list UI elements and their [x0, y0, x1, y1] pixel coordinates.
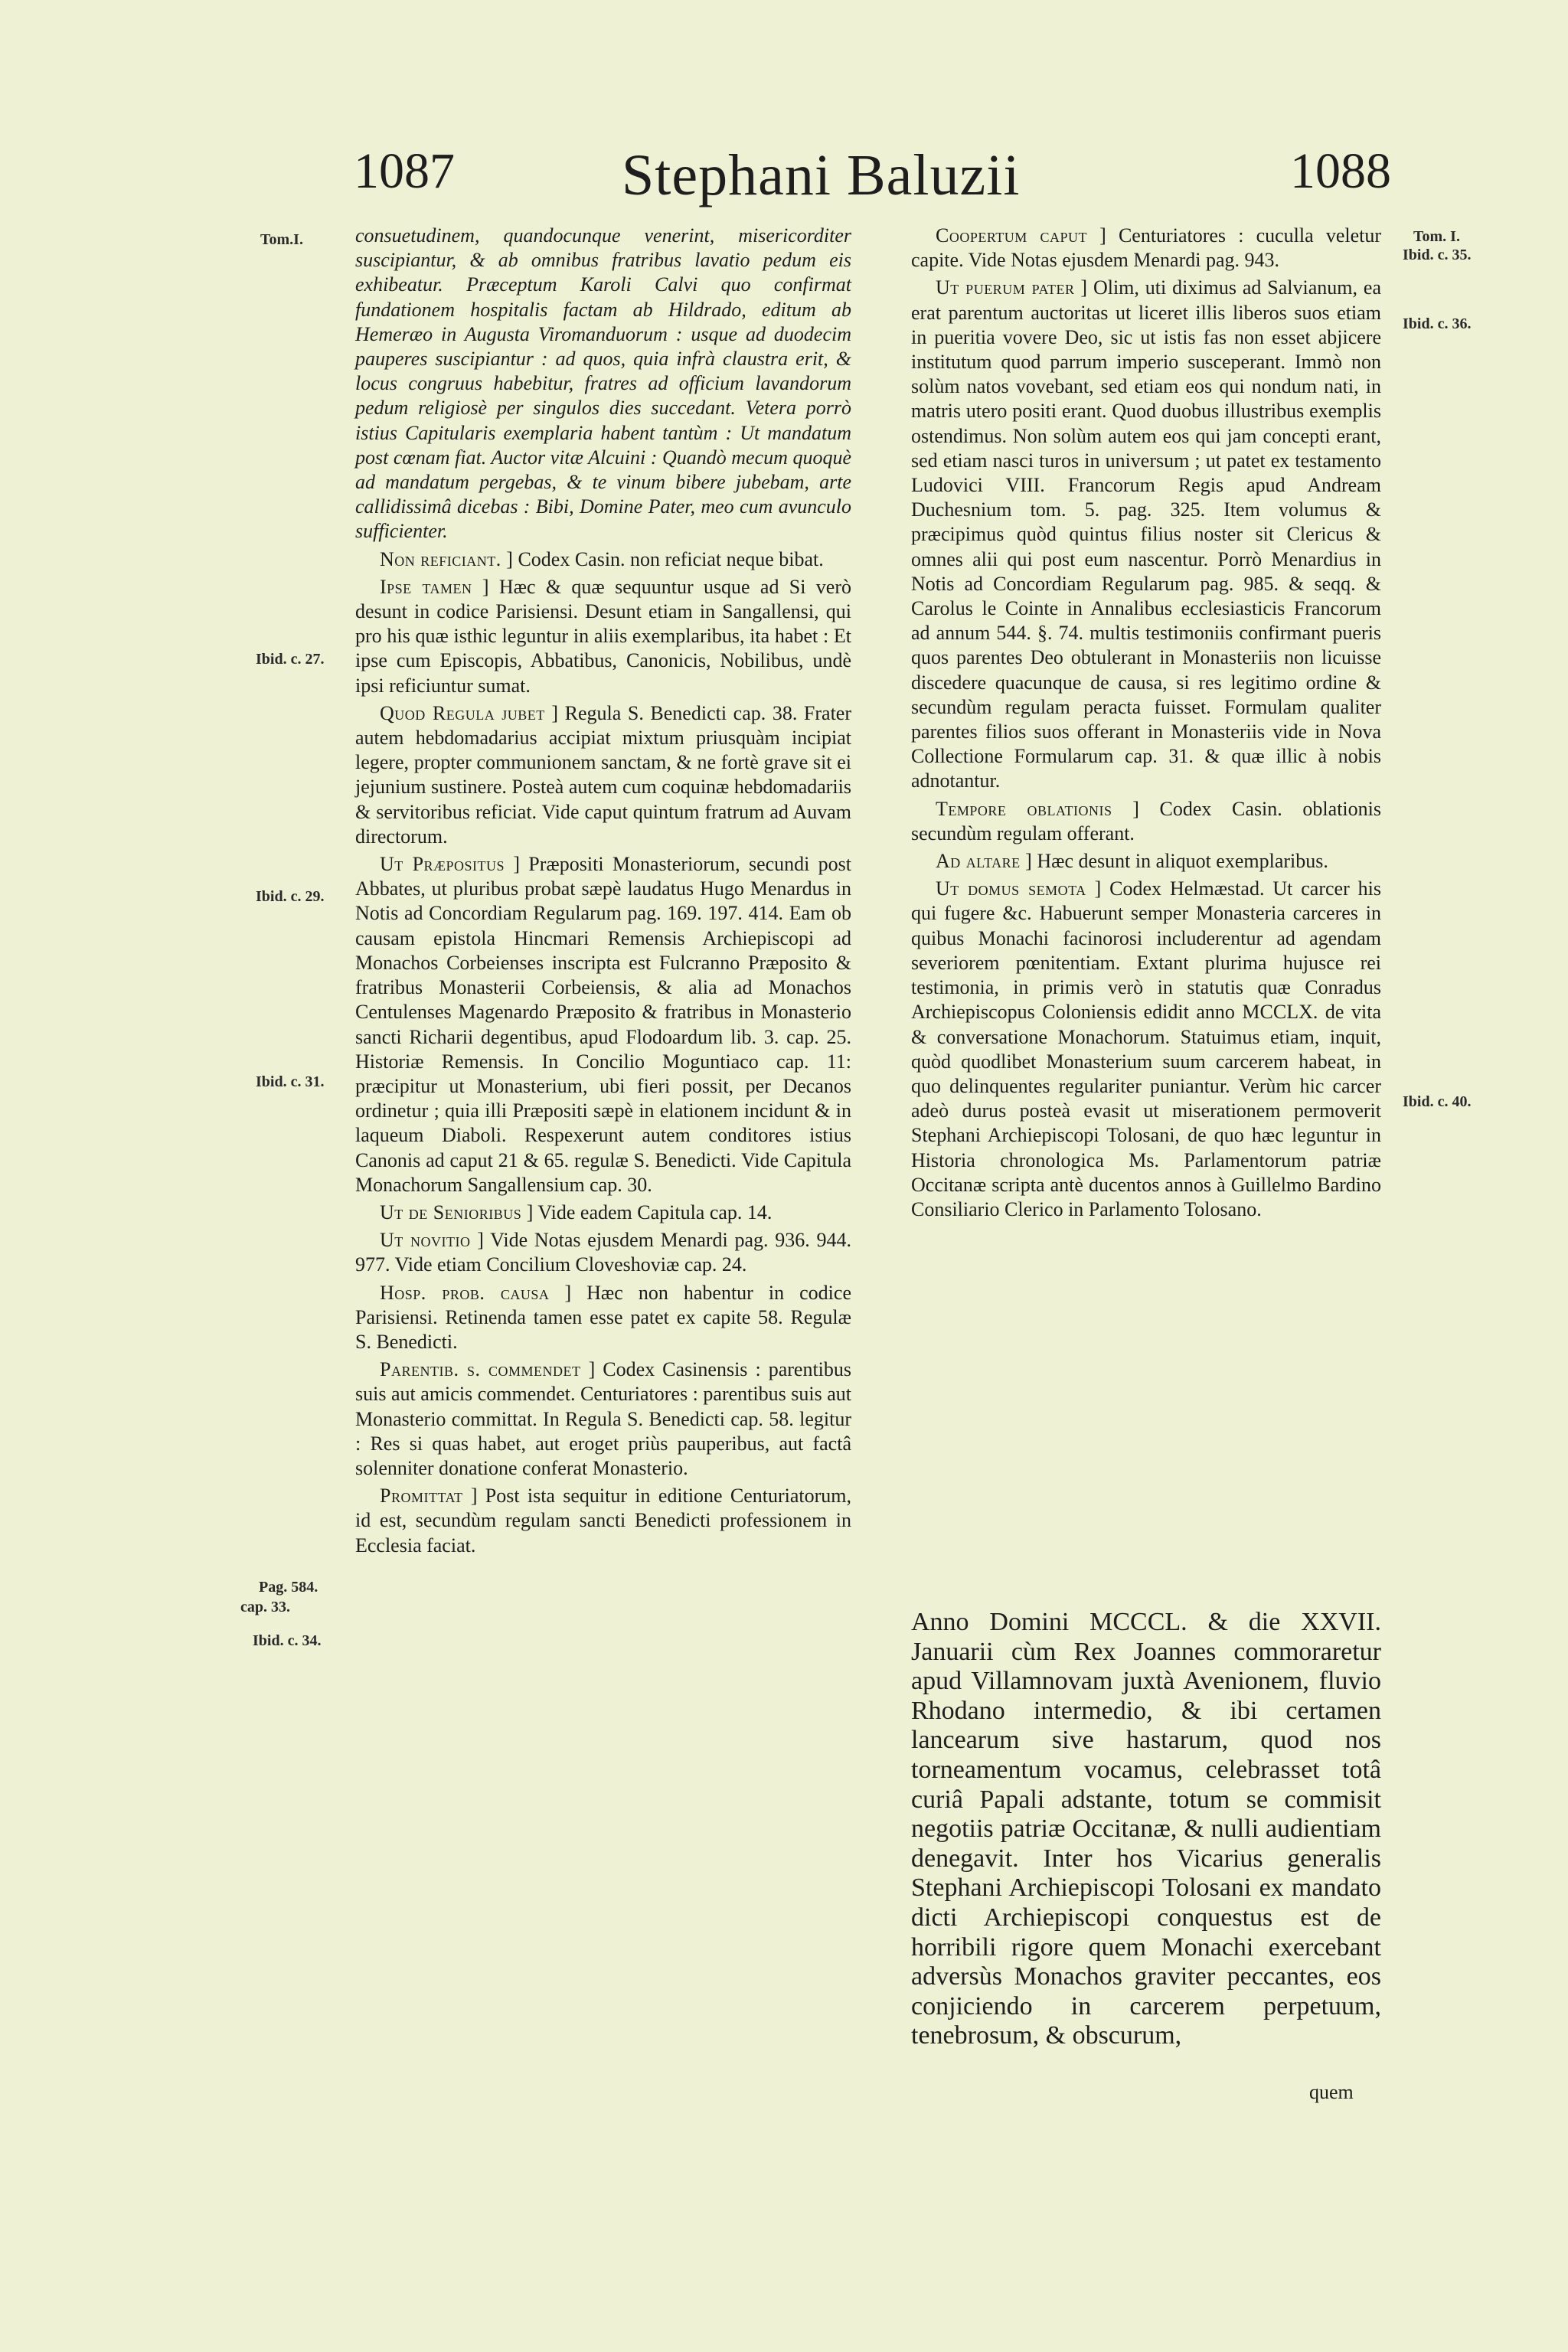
entry-text: ] Hæc & quæ sequuntur usque ad Si verò desunt in codice Parisiensi. Desunt etiam in Sangallensi, qui pro his quæ isthic leguntur in aliis exemplaribus, ita habet : Et ipse cum Episcopis, Abbatibus, Canonicis, Nobilibus, undè ipsi reficiuntur sumat. [355, 575, 851, 697]
right-column-text [911, 224, 1381, 1225]
page-title: Stephani Baluzii [622, 143, 1021, 207]
margin-note-right: Ibid. c. 40. [1403, 1093, 1472, 1110]
margin-note-left: Ibid. c. 27. [256, 651, 325, 668]
entry-lemma: Ut novitio [380, 1229, 471, 1252]
entry-text: ] Præpositi Monasteriorum, secundi post Abbates, ut pluribus probat sæpè laudatus Hugo Menardus in Notis ad Concordiam Regularum pag. 169. 197. 414. Eam ob causam epistola Hincmari Remensis Archiepiscopi ad Monachos Corbeienses inscripta est Fulcranno Præposito & fratribus Monasterii Corbeiensis, & alia ad Monachos Centulenses Magenardo Præposito & fratribus in Monasterio sancti Richarii degentibus, apud Flodoardum lib. 3. cap. 25. Historiæ Remensis. In Concilio Moguntiaco cap. 11: præcipitur ut Monasterium, ubi fieri possit, per Decanos ordinetur ; quia illi Præpositi sæpè in elationem incidunt & in laqueum Diaboli. Respexerunt autem conditores istius Canonis ad caput 21 & 65. regulæ S. Benedicti. Vide Capitula Monachorum Sangallensium cap. 30. [355, 853, 852, 1196]
entry-lemma: Non reficiant. [380, 547, 501, 570]
entry-lemma: Ipse tamen [380, 575, 472, 598]
entry-lemma: Ad altare [936, 850, 1021, 873]
entry-lemma: Ut puerum pater [936, 276, 1075, 299]
entry-text: consuetudinem, quandocunque venerint, misericorditer suscipiantur, & ab omnibus fratribus lavatio pedum eis exhibeatur. Præceptum Karoli Calvi quo confirmat fundationem hospitalis factam ab Hildrado, editum ab Hemeræo in Augusta Viromanduorum : usque ad duodecim pauperes suscipiantur : ad quos, quia infrà claustra erit, & locus congruus habebitur, fratres ad officium lavandorum pedum religiosè per singulos dies succedant. Vetera porrò istius Capitularis exemplaria habent tantùm : Ut mandatum post cœnam fiat. Auctor vitæ Alcuini : Quandò mecum quoquè ad mandatum pergebas, & te vinum bibere jubebam, arte callidissimâ dicebas : Bibi, Domine Pater, meo cum avunculo sufficienter. [355, 224, 851, 543]
margin-note-left: cap. 33. [240, 1599, 290, 1615]
right-column-number: 1088 [1290, 143, 1391, 199]
note-entry [911, 224, 1381, 273]
note-entry [355, 1281, 851, 1355]
note-entry [355, 852, 851, 1197]
entry-text: ] Codex Casinensis : parentibus suis aut amicis commendet. Centuriatores : parentibus suis aut Monasterio committat. In Regula S. Benedicti cap. 58. legitur : Res si quas habet, aut eroget priùs pauperibus, aut factâ solenniter donatione conferat Monasterio. [355, 1358, 852, 1479]
margin-note-left: Ibid. c. 29. [256, 888, 325, 905]
entry-text: ] Centuriatores : cuculla veletur capite. Vide Notas ejusdem Menardi pag. 943. [911, 224, 1382, 272]
entry-text: ] Codex Casin. non reficiat neque bibat. [506, 547, 824, 570]
entry-lemma: Quod Regula jubet [380, 701, 545, 724]
entry-lemma: Hosp. prob. causa [380, 1281, 550, 1304]
margin-note-left: Ibid. c. 34. [253, 1632, 322, 1649]
margin-note-right: Ibid. c. 36. [1403, 315, 1472, 332]
note-entry [911, 276, 1381, 793]
entry-lemma: Coopertum caput [936, 224, 1087, 247]
entry-text: ] Post ista sequitur in editione Centuriatorum, id est, secundùm regulam sancti Benedicti professionem in Ecclesia faciat. [355, 1485, 852, 1557]
entry-text: ] Hæc non habentur in codice Parisiensi. Retinenda tamen esse patet ex capite 58. Regulæ S. Benedicti. [355, 1281, 851, 1353]
margin-note-left: Tom.I. [260, 231, 303, 248]
entry-text: ] Codex Casin. oblationis secundùm regulam offerant. [911, 797, 1381, 844]
entry-text: ] Vide Notas ejusdem Menardi pag. 936. 944. 977. Vide etiam Concilium Cloveshoviæ cap. 24. [355, 1229, 852, 1276]
entry-lemma: Ut Præpositus [380, 853, 505, 876]
note-entry [355, 1200, 851, 1225]
note-entry [355, 701, 851, 849]
note-entry [355, 1357, 851, 1481]
note-entry [911, 877, 1381, 1222]
margin-note-left: Ibid. c. 31. [256, 1073, 325, 1090]
entry-lemma: Parentib. s. commendet [380, 1358, 581, 1381]
left-column-number: 1087 [354, 143, 455, 199]
entry-text: ] Regula S. Benedicti cap. 38. Frater autem hebdomadarius accipiat mixtum priusquàm incipiat legere, propter communionem sanctam, & ne fortè grave sit ei jejunium sustinere. Posteà autem cum coquinæ hebdomadariis & servitoribus reficiat. Vide caput quintum fratrum ad Auvam directorum. [355, 701, 851, 848]
entry-lemma: Ut domus semota [936, 877, 1086, 900]
entry-text: ] Hæc desunt in aliquot exemplaribus. [1025, 850, 1328, 873]
entry-lemma: Promittat [380, 1485, 463, 1508]
catchword: quem [1309, 2081, 1354, 2103]
entry-lemma: Tempore oblationis [936, 797, 1112, 820]
margin-note-left: Pag. 584. [259, 1579, 318, 1596]
note-entry [355, 1228, 851, 1277]
note-entry [911, 797, 1381, 846]
note-entry [355, 547, 851, 572]
entry-text: ] Vide eadem Capitula cap. 14. [526, 1200, 773, 1223]
entry-lemma: Ut de Senioribus [380, 1200, 522, 1223]
margin-note-right: Tom. I. [1413, 228, 1460, 245]
note-entry [355, 1484, 851, 1558]
margin-note-right: Ibid. c. 35. [1403, 247, 1472, 263]
entry-text: ] Olim, uti diximus ad Salvianum, ea erat parentum auctoritas ut liceret illis liberos suos etiam in pueritia vovere Deo, sic ut istis fas non esset abjicere institutum quod parrum imperio susceperant. Immò non solùm natos vovebant, sed etiam eos qui nondum nati, in matris utero positi erant. Quod duobus illustribus exemplis ostendimus. Non solùm autem eos qui jam concepti erant, sed etiam nasci turos in universum ; ut patet ex testamento Ludovici VIII. Francorum Regis apud Andream Duchesnium tom. 5. pag. 325. Item volumus & præcipimus quòd quintus filius noster sit Clericus & omnes alii qui post eum nascentur. Porrò Menardius in Notis ad Concordiam Regularum pag. 985. & seqq. & Carolus le Cointe in Annalibus ecclesiasticis Francorum ad annum 544. §. 74. multis testimoniis confirmant pueris quos parentes Deo obtulerant in Monasteriis non licuisse discedere quacunque de causa, si res legitimo ordine & secundùm regulam peracta fuisset. Formulam qualiter parentes filios suos offerant in Monasteriis vide in Nova Collectione Formularum cap. 31. & quæ illic à nobis adnotantur. [911, 276, 1381, 792]
entry-text: ] Codex Helmæstad. Ut carcer his qui fugere &c. Habuerunt semper Monasteria carceres in quibus Monachi facinorosi includerentur ad agendam severiorem pœnitentiam. Extant plurima hujusce rei testimonia, in primis verò in statutis quæ Conradus Archiepiscopus Coloniensis edidit anno MCCLX. de vita & conversatione Monachorum. Statuimus etiam, inquit, quòd quodlibet Monasterium suum carcerem habeat, in quo delinquentes regulariter puniantur. Verùm hic carcer adeò durus posteà evasit ut miserationem permoverit Stephani Archiepiscopi Tolosani, de quo hæc leguntur in Historia chronologica Ms. Parlamentorum patriæ Occitanæ scripta antè ducentos annos à Guillelmo Bardino Consiliario Clerico in Parlamento Tolosano. [911, 877, 1381, 1220]
note-entry [355, 575, 851, 698]
closing-paragraph: Anno Domini MCCCL. & die XXVII. Januarii cùm Rex Joannes commoraretur apud Villamnovam juxtà Avenionem, fluvio Rhodano intermedio, & ibi certamen lancearum sive hastarum, quod nos torneamentum vocamus, celebrasset totâ curiâ Papali adstante, totum se commisit negotiis patriæ Occitanæ, & nulli audientiam denegavit. Inter hos Vicarius generalis Stephani Archiepiscopi Tolosani ex mandato dicti Archiepiscopi conquestus est de horribili rigore quem Monachi exercebant adversùs Monachos graviter peccantes, eos conjiciendo in carcerem perpetuum, tenebrosum, & obscurum, [911, 1608, 1381, 2050]
note-entry [911, 849, 1381, 874]
left-column-text [355, 224, 851, 1561]
note-entry [355, 224, 851, 544]
